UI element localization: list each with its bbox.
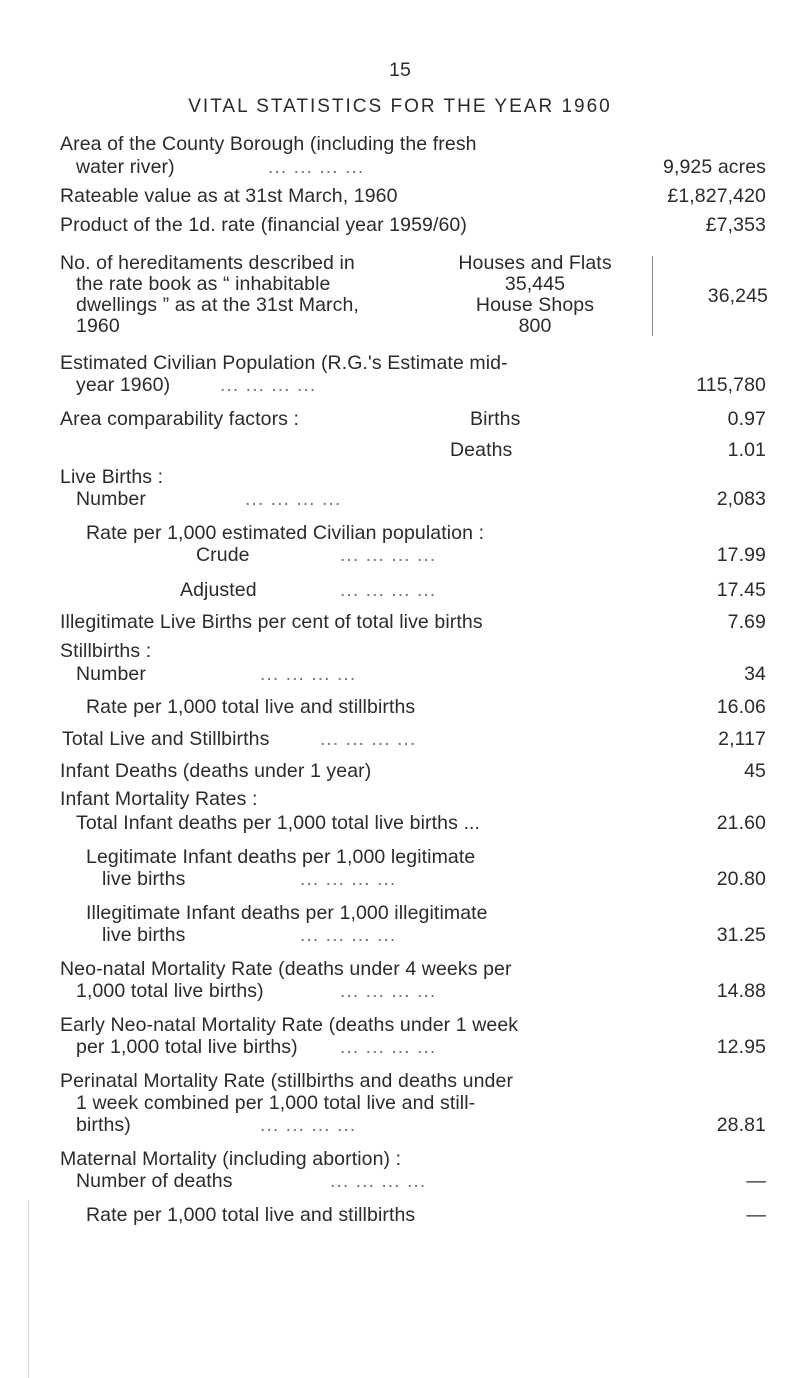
houses-flats-label: Houses and Flats	[458, 252, 612, 274]
illegit-value: 31.25	[716, 924, 766, 946]
early-neonatal-line2: per 1,000 total live births)	[76, 1036, 298, 1058]
infant-mortality-heading: Infant Mortality Rates :	[60, 788, 258, 810]
early-neonatal-line1: Early Neo-natal Mortality Rate (deaths under 1 week	[60, 1014, 519, 1036]
legit-label-line2: live births	[102, 868, 186, 890]
legit-value: 20.80	[716, 868, 766, 890]
comparability-births-value: 0.97	[727, 408, 766, 430]
illegit-label-line1: Illegitimate Infant deaths per 1,000 illegitimate	[86, 902, 488, 924]
bracket	[652, 256, 653, 336]
house-shops-label: House Shops	[475, 294, 595, 316]
hereditaments-total: 36,245	[707, 285, 768, 307]
leader-dots: ... ... ... ...	[260, 663, 357, 685]
leader-dots: ... ... ... ...	[330, 1170, 427, 1192]
houses-flats-value: 35,445	[504, 273, 566, 295]
page-number: 15	[389, 59, 411, 81]
leader-dots: ... ... ... ...	[340, 544, 437, 566]
perinatal-value: 28.81	[716, 1114, 766, 1136]
leader-dots: ... ... ... ...	[340, 1036, 437, 1058]
page-title: VITAL STATISTICS FOR THE YEAR 1960	[188, 96, 612, 117]
hereditaments-label-line4: 1960	[76, 315, 120, 337]
leader-dots: ... ... ... ...	[300, 924, 397, 946]
leader-dots: ... ... ... ...	[340, 980, 437, 1002]
comparability-deaths-value: 1.01	[727, 439, 766, 461]
maternal-rate-label: Rate per 1,000 total live and stillbirths	[86, 1204, 416, 1226]
leader-dots: ... ... ... ...	[220, 374, 317, 396]
leader-dots: ... ... ... ...	[268, 156, 365, 178]
illegitimate-label: Illegitimate Live Births per cent of total live births	[60, 611, 483, 633]
area-label-line1: Area of the County Borough (including the fresh	[60, 133, 477, 155]
crude-label: Crude	[196, 544, 250, 566]
legit-label-line1: Legitimate Infant deaths per 1,000 legitimate	[86, 846, 476, 868]
infant-deaths-value: 45	[744, 760, 766, 782]
neonatal-value: 14.88	[716, 980, 766, 1002]
stillbirths-rate-value: 16.06	[716, 696, 766, 718]
comparability-births-label: Births	[470, 408, 521, 430]
leader-dots: ... ... ... ...	[320, 728, 417, 750]
crude-value: 17.99	[716, 544, 766, 566]
leader-dots: ... ... ... ...	[260, 1114, 357, 1136]
rateable-label: Rateable value as at 31st March, 1960	[60, 185, 398, 207]
adjusted-value: 17.45	[716, 579, 766, 601]
area-label-line2: water river)	[76, 156, 175, 178]
live-births-number-value: 2,083	[716, 488, 766, 510]
infant-deaths-label: Infant Deaths (deaths under 1 year)	[60, 760, 372, 782]
illegit-label-line2: live births	[102, 924, 186, 946]
live-births-number-label: Number	[76, 488, 146, 510]
perinatal-line3: births)	[76, 1114, 131, 1136]
neonatal-line2: 1,000 total live births)	[76, 980, 264, 1002]
rateable-value: £1,827,420	[667, 185, 766, 207]
total-live-still-value: 2,117	[718, 728, 766, 750]
product-label: Product of the 1d. rate (financial year 1959/60)	[60, 214, 467, 236]
hereditaments-label-line2: the rate book as “ inhabitable	[76, 273, 331, 295]
stillbirths-number-value: 34	[744, 663, 766, 685]
live-births-rate-label: Rate per 1,000 estimated Civilian population :	[86, 522, 485, 544]
leader-dots: ... ... ... ...	[300, 868, 397, 890]
stillbirths-number-label: Number	[76, 663, 146, 685]
maternal-rate-value: —	[746, 1204, 766, 1226]
stillbirths-rate-label: Rate per 1,000 total live and stillbirths	[86, 696, 416, 718]
hereditaments-label-line1: No. of hereditaments described in	[60, 252, 355, 274]
area-value: 9,925 acres	[663, 156, 766, 178]
comparability-label: Area comparability factors :	[60, 408, 300, 430]
leader-dots: ... ... ... ...	[340, 579, 437, 601]
live-births-heading: Live Births :	[60, 466, 164, 488]
early-neonatal-value: 12.95	[716, 1036, 766, 1058]
infant-total-label: Total Infant deaths per 1,000 total live births ...	[76, 812, 481, 834]
maternal-number-label: Number of deaths	[76, 1170, 233, 1192]
adjusted-label: Adjusted	[180, 579, 257, 601]
hereditaments-label-line3: dwellings ” as at the 31st March,	[76, 294, 359, 316]
maternal-heading: Maternal Mortality (including abortion) :	[60, 1148, 402, 1170]
leader-dots: ... ... ... ...	[245, 488, 342, 510]
total-live-still-label: Total Live and Stillbirths	[62, 728, 270, 750]
population-label-line2: year 1960)	[76, 374, 171, 396]
product-value: £7,353	[705, 214, 766, 236]
maternal-number-value: —	[746, 1170, 766, 1192]
infant-total-value: 21.60	[716, 812, 766, 834]
neonatal-line1: Neo-natal Mortality Rate (deaths under 4 weeks per	[60, 958, 512, 980]
stillbirths-heading: Stillbirths :	[60, 640, 152, 662]
perinatal-line2: 1 week combined per 1,000 total live and still-	[76, 1092, 476, 1114]
population-label-line1: Estimated Civilian Population (R.G.'s Estimate mid-	[60, 352, 508, 374]
page-edge-line	[28, 1200, 29, 1378]
house-shops-value: 800	[518, 315, 552, 337]
perinatal-line1: Perinatal Mortality Rate (stillbirths and deaths under	[60, 1070, 514, 1092]
illegitimate-value: 7.69	[727, 611, 766, 633]
comparability-deaths-label: Deaths	[450, 439, 513, 461]
population-value: 115,780	[696, 374, 766, 396]
